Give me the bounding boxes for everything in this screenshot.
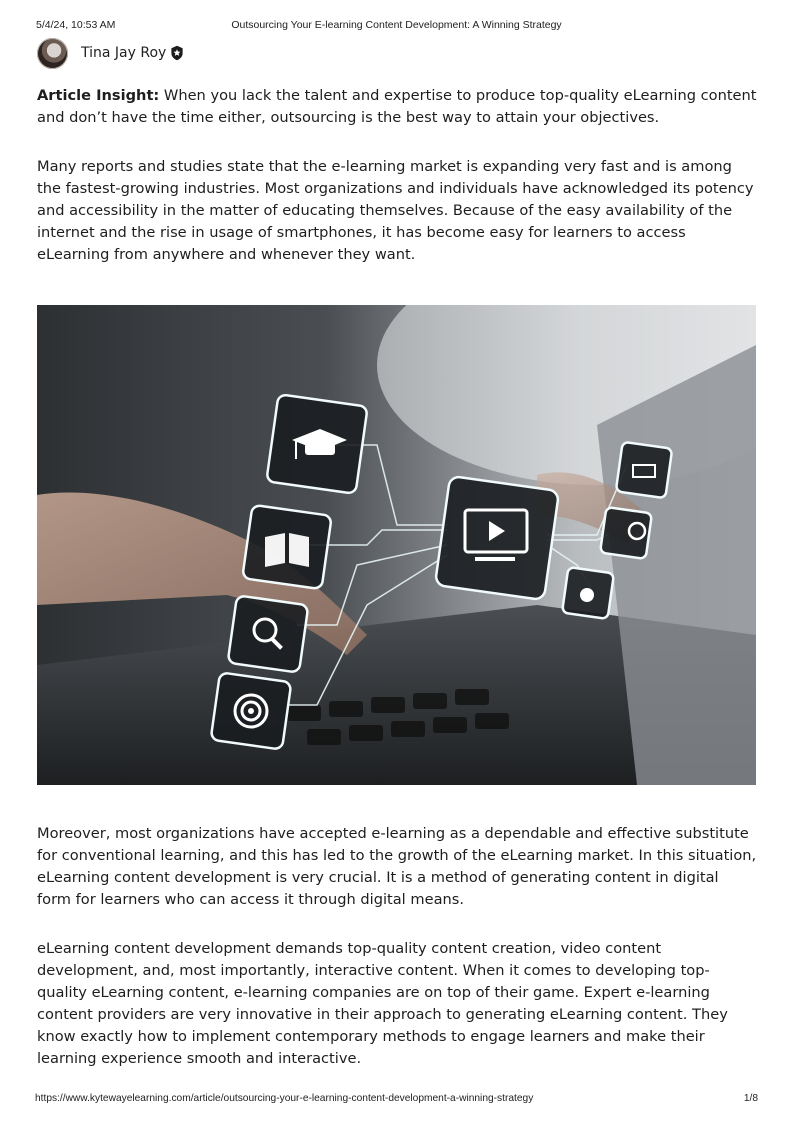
print-datetime: 5/4/24, 10:53 AM — [36, 19, 116, 31]
insight-text: When you lack the talent and expertise to produce top-quality eLearning content and don’t have the time either, outsourcing is the best way to attain your objectives. — [37, 87, 757, 126]
avatar[interactable] — [37, 38, 68, 69]
paragraph-text: Many reports and studies state that the e-learning market is expanding very fast and is among the fastest-growing industries. Most organizations and individuals have acknowledged its potency and accessibility in the matter of educating themselves. Because of the easy availability of the internet and the rise in usage of smartphones, it has become easy for learners to access eLearning from anywhere and whenever they want. — [37, 158, 754, 263]
print-url: https://www.kytewayelearning.com/article/outsourcing-your-e-learning-content-development-a-winning-strategy — [35, 1093, 534, 1104]
insight-label: Article Insight: — [37, 87, 160, 104]
print-header — [36, 19, 757, 33]
print-page-title: Outsourcing Your E-learning Content Development: A Winning Strategy — [231, 19, 562, 31]
paragraph-text: eLearning content development demands top-quality content creation, video content development, and, most importantly, interactive content. When it comes to developing top-quality eLearning content, e-learning companies are on top of their game. Expert e-learning content providers are very innovative in their approach to generating eLearning content. They know exactly how to implement contemporary methods to engage learners and make their learning experience smooth and interactive. — [37, 940, 728, 1067]
paragraph-text: Moreover, most organizations have accepted e-learning as a dependable and effective substitute for conventional learning, and this has led to the growth of the eLearning market. In this situation, eLearning content development is very crucial. It is a method of generating content in digital form for learners who can access it through digital means. — [37, 825, 757, 908]
hero-illustration — [37, 305, 756, 785]
article-paragraph-2 — [37, 823, 757, 911]
page-number: 1/8 — [743, 1093, 758, 1104]
article-paragraph-3 — [37, 938, 757, 1070]
article-hero-image — [37, 305, 756, 785]
article-insight — [37, 85, 757, 129]
print-footer — [35, 1093, 758, 1107]
author-row[interactable] — [37, 37, 185, 69]
article-paragraph-1 — [37, 156, 757, 266]
author-name[interactable]: Tina Jay Roy — [81, 45, 167, 61]
verified-badge-icon — [169, 45, 185, 61]
